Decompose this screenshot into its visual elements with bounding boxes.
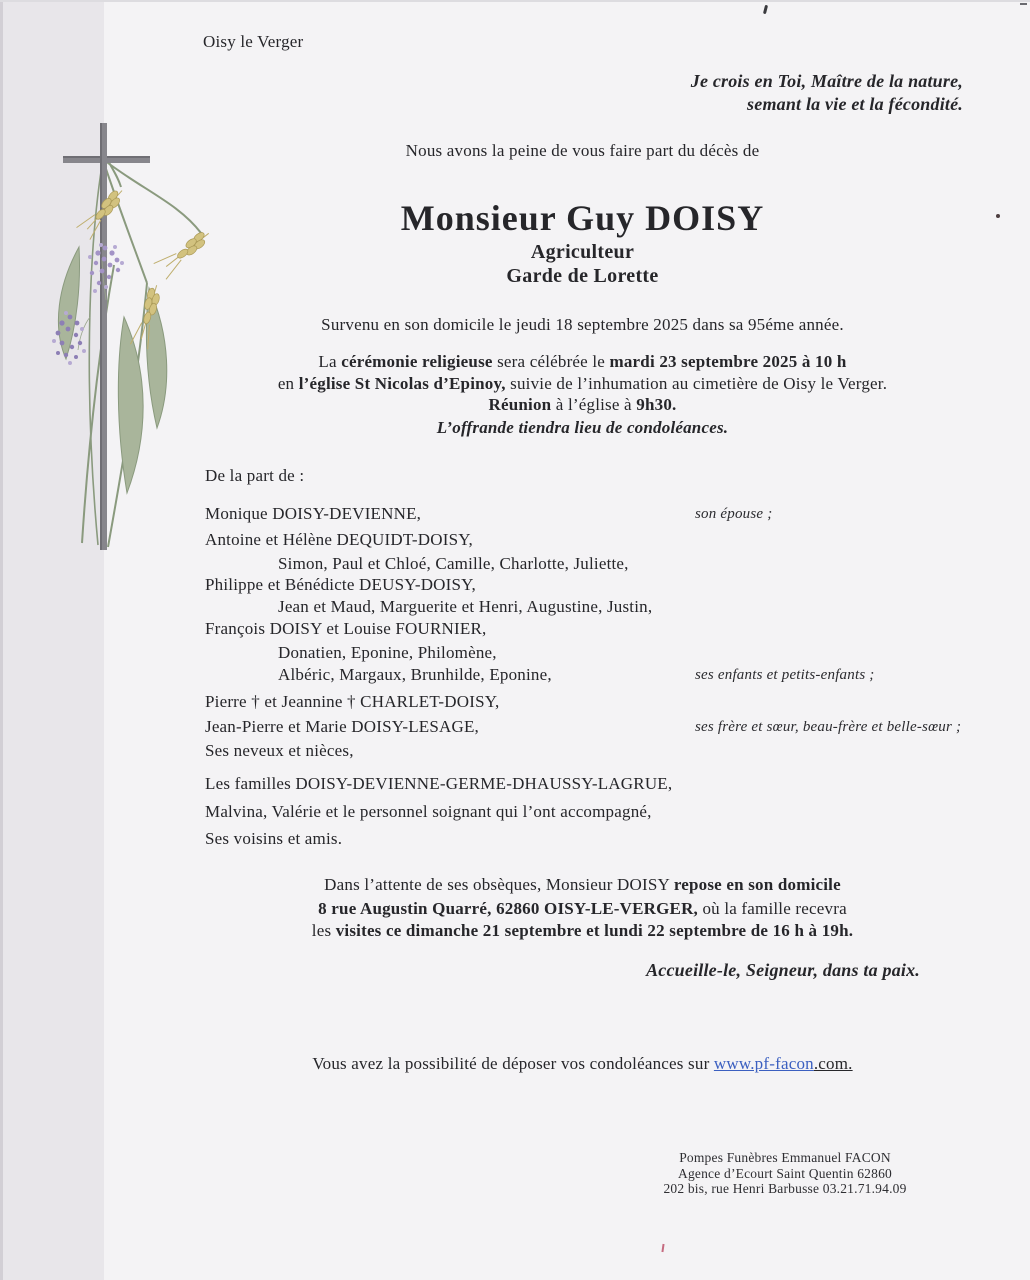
scan-artifact [763,5,768,14]
text-segment: en [277,374,299,393]
funeral-home-name: Pompes Funèbres Emmanuel FACON [679,1150,891,1165]
relation-label-spouse: son épouse ; [695,506,773,522]
relation-label-siblings: ses frère et sœur, beau-frère et belle-sœur ; [695,719,962,735]
family-row: Philippe et Bénédicte DEUSY-DOISY, [205,575,476,594]
text-segment: où la famille recevra [698,899,847,918]
family-row: François DOISY et Louise FOURNIER, [205,619,487,638]
family-row: Malvina, Valérie et le personnel soignant qui l’ont accompagné, [205,802,652,821]
text-segment: mardi 23 septembre 2025 à 10 h [609,352,847,371]
wheat-leaves [58,247,166,493]
family-row: Monique DOISY-DEVIENNE, [205,504,422,523]
scan-top-edge [0,0,1030,2]
family-row: Ses neveux et nièces, [205,741,354,760]
text-segment: Réunion [488,395,552,414]
family-row: Simon, Paul et Chloé, Camille, Charlotte, Juliette, [278,554,629,573]
family-row: Ses voisins et amis. [205,829,343,848]
ceremony-line-1 [160,351,1005,372]
family-heading: De la part de : [205,466,305,485]
online-condolences-line [160,1053,1005,1074]
deceased-name: Monsieur Guy DOISY [400,198,765,238]
ceremony-line-3 [160,394,1005,415]
death-notice: Survenu en son domicile le jeudi 18 septembre 2025 dans sa 95éme année. [321,315,844,334]
family-row: Antoine et Hélène DEQUIDT-DOISY, [205,530,473,549]
text-segment: 9h30. [636,395,677,414]
scan-artifact [661,1244,664,1252]
text-segment: .com. [813,1054,853,1073]
wake-line-1 [160,874,1005,895]
text-segment: La [318,352,342,371]
funeral-home-address: 202 bis, rue Henri Barbusse 03.21.71.94.09 [663,1181,907,1196]
family-row: Jean et Maud, Marguerite et Henri, Augustine, Justin, [278,597,653,616]
text-segment: cérémonie religieuse [341,352,493,371]
deceased-title-honor: Garde de Lorette [506,265,659,287]
funeral-home-block [633,1150,937,1197]
text-segment: les [311,921,336,940]
wake-line-2 [160,898,1005,919]
wake-line-3 [160,920,1005,941]
family-row: Jean-Pierre et Marie DOISY-LESAGE, [205,717,480,736]
town-name: Oisy le Verger [203,32,304,51]
text-segment: 8 rue Augustin Quarré, 62860 OISY-LE-VERGER, [318,899,699,918]
announcement-intro: Nous avons la peine de vous faire part du décès de [405,141,760,160]
relation-label-children: ses enfants et petits-enfants ; [695,667,875,683]
scan-artifact [1020,3,1027,5]
scan-left-edge [0,0,3,1280]
deceased-title-occupation: Agriculteur [530,241,635,263]
family-row: Pierre † et Jeannine † CHARLET-DOISY, [205,692,500,711]
quote-line-1: Je crois en Toi, Maître de la nature, [690,71,963,91]
text-segment: Dans l’attente de ses obsèques, Monsieur DOISY [324,875,674,894]
condolence-website-link[interactable]: www.pf-facon [713,1054,814,1073]
text-segment: l’église St Nicolas d’Epinoy, [298,374,506,393]
family-row: Donatien, Eponine, Philomène, [278,643,497,662]
text-segment: sera célébrée le [492,352,610,371]
text-segment: à l’église à [551,395,637,414]
text-segment: suivie de l’inhumation au cimetière de Oisy le Verger. [505,374,888,393]
text-segment: Vous avez la possibilité de déposer vos condoléances sur [312,1054,714,1073]
family-row: Les familles DOISY-DEVIENNE-GERME-DHAUSSY-LAGRUE, [205,774,673,793]
quote-line-2: semant la vie et la fécondité. [747,93,963,114]
family-row: Albéric, Margaux, Brunhilde, Eponine, [278,665,552,684]
offering-notice: L’offrande tiendra lieu de condoléances. [436,418,729,437]
closing-prayer: Accueille-le, Seigneur, dans ta paix. [646,960,920,980]
text-segment: repose en son domicile [673,875,841,894]
funeral-home-agency: Agence d’Ecourt Saint Quentin 62860 [678,1165,892,1181]
religious-quote [560,70,963,115]
text-segment: visites ce dimanche 21 septembre et lundi 22 septembre de 16 h à 19h. [335,921,854,940]
ceremony-line-2 [160,373,1005,394]
